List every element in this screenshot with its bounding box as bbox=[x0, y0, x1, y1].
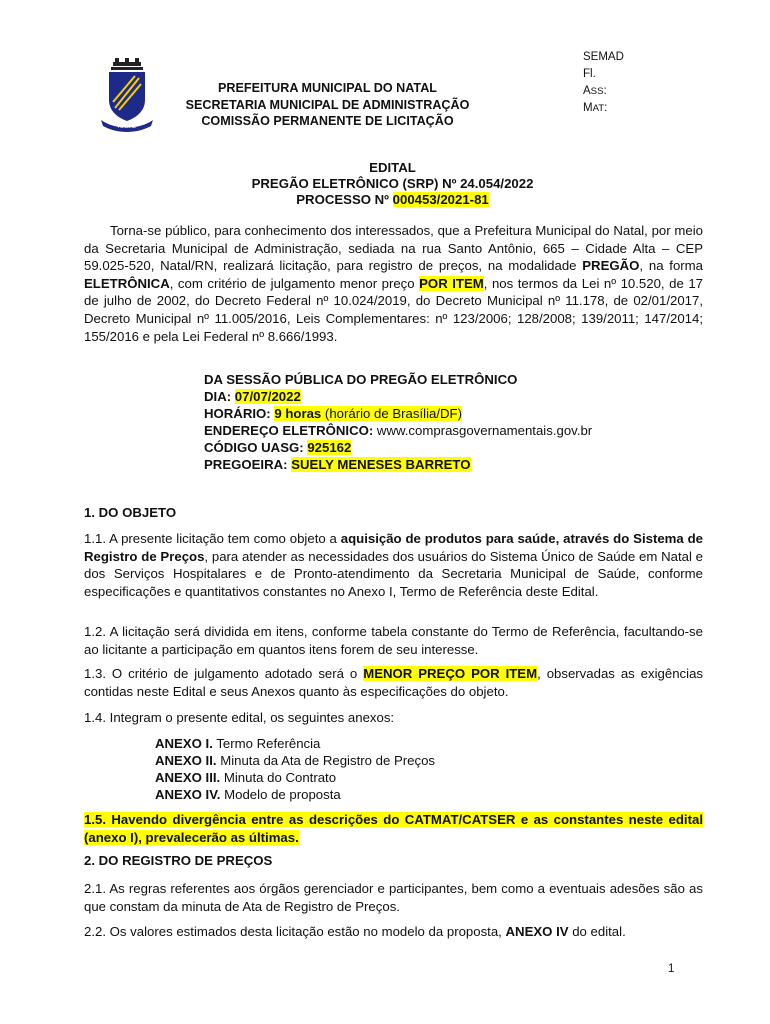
annex-item: ANEXO I. Termo Referência bbox=[155, 736, 321, 751]
session-endereco: ENDEREÇO ELETRÔNICO: www.comprasgovernamentais.gov.br bbox=[204, 423, 593, 438]
stamp-ass: ASS: bbox=[583, 85, 607, 97]
session-pregoeira: PREGOEIRA: SUELY MENESES BARRETO bbox=[204, 457, 471, 472]
annex-item: ANEXO IV. Modelo de proposta bbox=[155, 787, 341, 802]
session-block bbox=[204, 371, 592, 473]
header-line-secretaria: SECRETARIA MUNICIPAL DE ADMINISTRAÇÃO bbox=[185, 97, 470, 112]
annex-item: ANEXO II. Minuta da Ata de Registro de Preços bbox=[155, 753, 436, 768]
session-horario: HORÁRIO: 9 horas (horário de Brasília/DF) bbox=[204, 406, 462, 421]
processo-number: 000453/2021-81 bbox=[392, 192, 489, 207]
letterhead bbox=[160, 80, 495, 130]
document-title bbox=[80, 160, 705, 208]
annex-list bbox=[155, 735, 435, 803]
section-heading-registro: 2. DO REGISTRO DE PREÇOS bbox=[84, 853, 273, 868]
paragraph-2-1: 2.1. As regras referentes aos órgãos gerenciador e participantes, bem como a eventuais adesões são as que constam da minuta de Ata de Registro de Preços. bbox=[84, 881, 703, 914]
paragraph-1-5: 1.5. Havendo divergência entre as descrições do CATMAT/CATSER e as constantes neste edital (anexo I), prevalecerão as últimas. bbox=[84, 812, 703, 845]
page-number: 1 bbox=[668, 963, 675, 975]
header-line-comissao: COMISSÃO PERMANENTE DE LICITAÇÃO bbox=[201, 114, 454, 128]
annex-item: ANEXO III. Minuta do Contrato bbox=[155, 770, 337, 785]
paragraph-1-2: 1.2. A licitação será dividida em itens, conforme tabela constante do Termo de Referência, facultando-se ao licitante a participação em quantos itens forem de seu interesse. bbox=[84, 624, 703, 657]
session-dia: DIA: 07/07/2022 bbox=[204, 389, 301, 404]
paragraph-1-4: 1.4. Integram o presente edital, os seguintes anexos: bbox=[84, 710, 395, 725]
session-heading: DA SESSÃO PÚBLICA DO PREGÃO ELETRÔNICO bbox=[204, 372, 518, 387]
title-processo: PROCESSO Nº 000453/2021-81 bbox=[296, 192, 489, 207]
semad-stamp bbox=[583, 49, 624, 117]
paragraph-1-1: 1.1. A presente licitação tem como objeto a aquisição de produtos para saúde, através do Sistema de Registro de Preços, para atender as necessidades dos usuários do Sistema Único de Saúde em Natal e dos Serviços Hospitalares e de Pronto-atendimento da Secretaria Municipal de Saúde, conforme especificações e quantitativos constantes no Anexo I, Termo de Referência deste Edital. bbox=[84, 531, 703, 599]
session-uasg: CÓDIGO UASG: 925162 bbox=[204, 440, 352, 455]
header-line-prefeitura: PREFEITURA MUNICIPAL DO NATAL bbox=[218, 81, 437, 95]
natal-coat-of-arms-logo bbox=[97, 58, 157, 132]
intro-paragraph: Torna-se público, para conhecimento dos interessados, que a Prefeitura Municipal do Natal, por meio da Secretaria Municipal de Administração, sediada na rua Santo Antônio, 665 – Cidade Alta – CEP 59.025-520, Natal/RN, realizará licitação, para registro de preços, na modalidade PREGÃO, na forma ELETRÔNICA, com critério de julgamento menor preço POR ITEM, nos termos da Lei nº 10.520, de 17 de julho de 2002, do Decreto Federal nº 10.024/2019, do Decreto Municipal nº 11.178, de 02/01/2017, Decreto Municipal nº 11.005/2016, Leis Complementares: nº 123/2006; 128/2008; 139/2011; 147/2014; 155/2016 e pela Lei Federal nº 8.666/1993. bbox=[84, 223, 703, 344]
title-pregao: PREGÃO ELETRÔNICO (SRP) Nº 24.054/2022 bbox=[251, 176, 534, 191]
logo-banner-text: NATAL bbox=[117, 124, 137, 130]
stamp-org: SEMAD bbox=[583, 51, 624, 63]
por-item-highlight: POR ITEM bbox=[419, 275, 484, 291]
stamp-fl: Fl. bbox=[583, 68, 596, 80]
paragraph-2-2: 2.2. Os valores estimados desta licitação estão no modelo da proposta, ANEXO IV do edital. bbox=[84, 924, 626, 939]
paragraph-1-3: 1.3. O critério de julgamento adotado será o MENOR PREÇO POR ITEM, observadas as exigências contidas neste Edital e seus Anexos quanto às especificações do objeto. bbox=[84, 666, 703, 699]
section-heading-objeto: 1. DO OBJETO bbox=[84, 505, 177, 520]
stamp-mat: MAT: bbox=[583, 102, 608, 114]
title-edital: EDITAL bbox=[369, 160, 416, 175]
